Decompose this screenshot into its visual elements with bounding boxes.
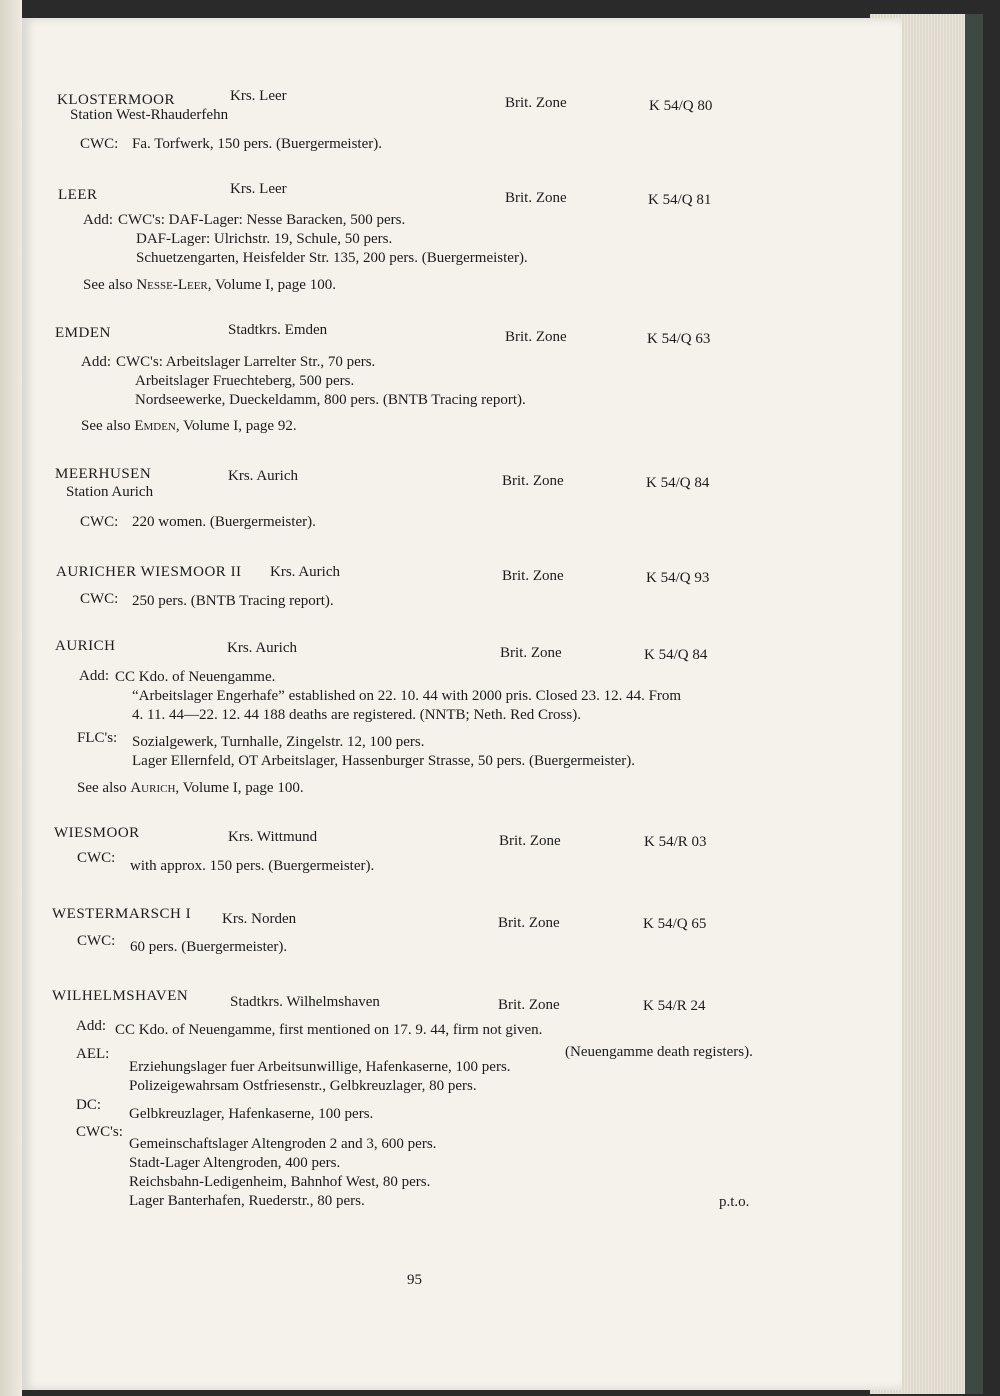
see-also-prefix: See also [83, 277, 133, 293]
zone: Brit. Zone [502, 473, 564, 489]
grid-reference: K 54/R 24 [643, 998, 706, 1014]
page-number: 95 [407, 1272, 422, 1288]
district: Krs. Aurich [270, 564, 340, 580]
district: Stadtkrs. Emden [228, 322, 328, 338]
grid-reference: K 54/Q 81 [648, 192, 712, 208]
block-line: Gelbkreuzlager, Hafenkaserne, 100 pers. [129, 1106, 374, 1122]
block-line: Lager Banterhafen, Ruederstr., 80 pers. [129, 1193, 365, 1209]
block-line: Nordseewerke, Dueckeldamm, 800 pers. (BNTB Tracing report). [135, 392, 526, 408]
grid-reference: K 54/Q 93 [646, 570, 710, 586]
district: Krs. Norden [222, 911, 297, 927]
station: Station West-Rhauderfehn [70, 107, 229, 123]
see-also-ref: Aurich [130, 780, 176, 796]
block-line: Lager Ellernfeld, OT Arbeitslager, Hassenburger Strasse, 50 pers. (Buergermeister). [132, 753, 635, 769]
block-line: Stadt-Lager Altengroden, 400 pers. [129, 1155, 341, 1171]
grid-reference: K 54/Q 80 [649, 98, 713, 114]
block-line: 220 women. (Buergermeister). [132, 514, 316, 530]
see-also-suffix: , Volume I, page 100. [175, 780, 304, 796]
place-name: LEER [58, 187, 98, 203]
zone: Brit. Zone [505, 329, 567, 345]
zone: Brit. Zone [505, 190, 567, 206]
block-label: Add: [79, 668, 109, 684]
block-label: CWC: [80, 136, 119, 152]
zone: Brit. Zone [498, 997, 560, 1013]
grid-reference: K 54/Q 84 [646, 475, 710, 491]
block-line: Sozialgewerk, Turnhalle, Zingelstr. 12, 100 pers. [132, 734, 425, 750]
district: Krs. Aurich [227, 640, 297, 656]
zone: Brit. Zone [500, 645, 562, 661]
see-also-ref: Emden [134, 418, 176, 434]
block-line: Gemeinschaftslager Altengroden 2 and 3, 600 pers. [129, 1136, 437, 1152]
place-name: KLOSTERMOOR [57, 92, 176, 108]
place-name: AURICH [55, 638, 116, 654]
place-name: MEERHUSEN [55, 466, 152, 482]
district: Krs. Aurich [228, 468, 298, 484]
block-label: Add: [81, 354, 111, 370]
see-also-prefix: See also [81, 418, 131, 434]
block-line: 60 pers. (Buergermeister). [130, 939, 288, 955]
block-line: “Arbeitslager Engerhafe” established on 22. 10. 44 with 2000 pris. Closed 23. 12. 44. From [132, 688, 682, 704]
book-page [22, 18, 902, 1390]
block-line: CC Kdo. of Neuengamme. [115, 669, 276, 685]
pto-note: p.t.o. [719, 1194, 750, 1210]
district: Krs. Leer [230, 88, 287, 104]
see-also-prefix: See also [77, 780, 127, 796]
block-line: with approx. 150 pers. (Buergermeister). [130, 858, 375, 874]
block-line: Schuetzengarten, Heisfelder Str. 135, 200 pers. (Buergermeister). [136, 250, 528, 266]
place-name: AURICHER WIESMOOR II [56, 564, 242, 580]
grid-reference: K 54/Q 84 [644, 647, 708, 663]
grid-reference: K 54/Q 63 [647, 331, 711, 347]
block-label: CWC: [80, 514, 119, 530]
grid-reference: K 54/Q 65 [643, 916, 707, 932]
see-also [83, 277, 336, 294]
block-label: DC: [76, 1097, 102, 1113]
station: Station Aurich [66, 484, 154, 500]
block-label: CWC: [77, 850, 116, 866]
district: Stadtkrs. Wilhelmshaven [230, 994, 380, 1010]
block-line: DAF-Lager: Ulrichstr. 19, Schule, 50 pers. [136, 231, 393, 247]
district: Krs. Leer [230, 181, 287, 197]
block-line: Fa. Torfwerk, 150 pers. (Buergermeister). [132, 136, 382, 152]
zone: Brit. Zone [505, 95, 567, 111]
block-label: AEL: [76, 1046, 110, 1062]
see-also-suffix: , Volume I, page 92. [175, 418, 297, 434]
see-also [81, 418, 297, 435]
block-line: Arbeitslager Fruechteberg, 500 pers. [135, 373, 355, 389]
block-line: CC Kdo. of Neuengamme, first mentioned on 17. 9. 44, firm not given. [115, 1022, 543, 1038]
block-line: Polizeigewahrsam Ostfriesenstr., Gelbkreuzlager, 80 pers. [129, 1078, 477, 1094]
place-name: WIESMOOR [54, 825, 140, 841]
block-label: CWC's: [76, 1124, 123, 1140]
block-label: Add: [83, 212, 113, 228]
place-name: WESTERMARSCH I [52, 906, 192, 922]
zone: Brit. Zone [499, 833, 561, 849]
see-also [77, 780, 304, 797]
block-note: (Neuengamme death registers). [565, 1044, 753, 1060]
facing-page-edge [0, 0, 22, 1396]
block-label: Add: [76, 1018, 106, 1034]
block-label: CWC: [80, 591, 119, 607]
district: Krs. Wittmund [228, 829, 318, 845]
block-line: CWC's: Arbeitslager Larrelter Str., 70 pers. [116, 354, 376, 370]
block-label: CWC: [77, 933, 116, 949]
see-also-suffix: , Volume I, page 100. [207, 277, 336, 293]
block-line: 250 pers. (BNTB Tracing report). [132, 593, 334, 609]
place-name: EMDEN [55, 325, 111, 341]
grid-reference: K 54/R 03 [644, 834, 707, 850]
block-line: Reichsbahn-Ledigenheim, Bahnhof West, 80 pers. [129, 1174, 431, 1190]
place-name: WILHELMSHAVEN [52, 988, 189, 1004]
block-line: Erziehungslager fuer Arbeitsunwillige, Hafenkaserne, 100 pers. [129, 1059, 511, 1075]
block-label: FLC's: [77, 730, 118, 746]
block-line: 4. 11. 44—22. 12. 44 188 deaths are registered. (NNTB; Neth. Red Cross). [132, 707, 581, 723]
zone: Brit. Zone [502, 568, 564, 584]
see-also-ref: Nesse-Leer [136, 277, 208, 293]
block-line: CWC's: DAF-Lager: Nesse Baracken, 500 pers. [118, 212, 406, 228]
zone: Brit. Zone [498, 915, 560, 931]
